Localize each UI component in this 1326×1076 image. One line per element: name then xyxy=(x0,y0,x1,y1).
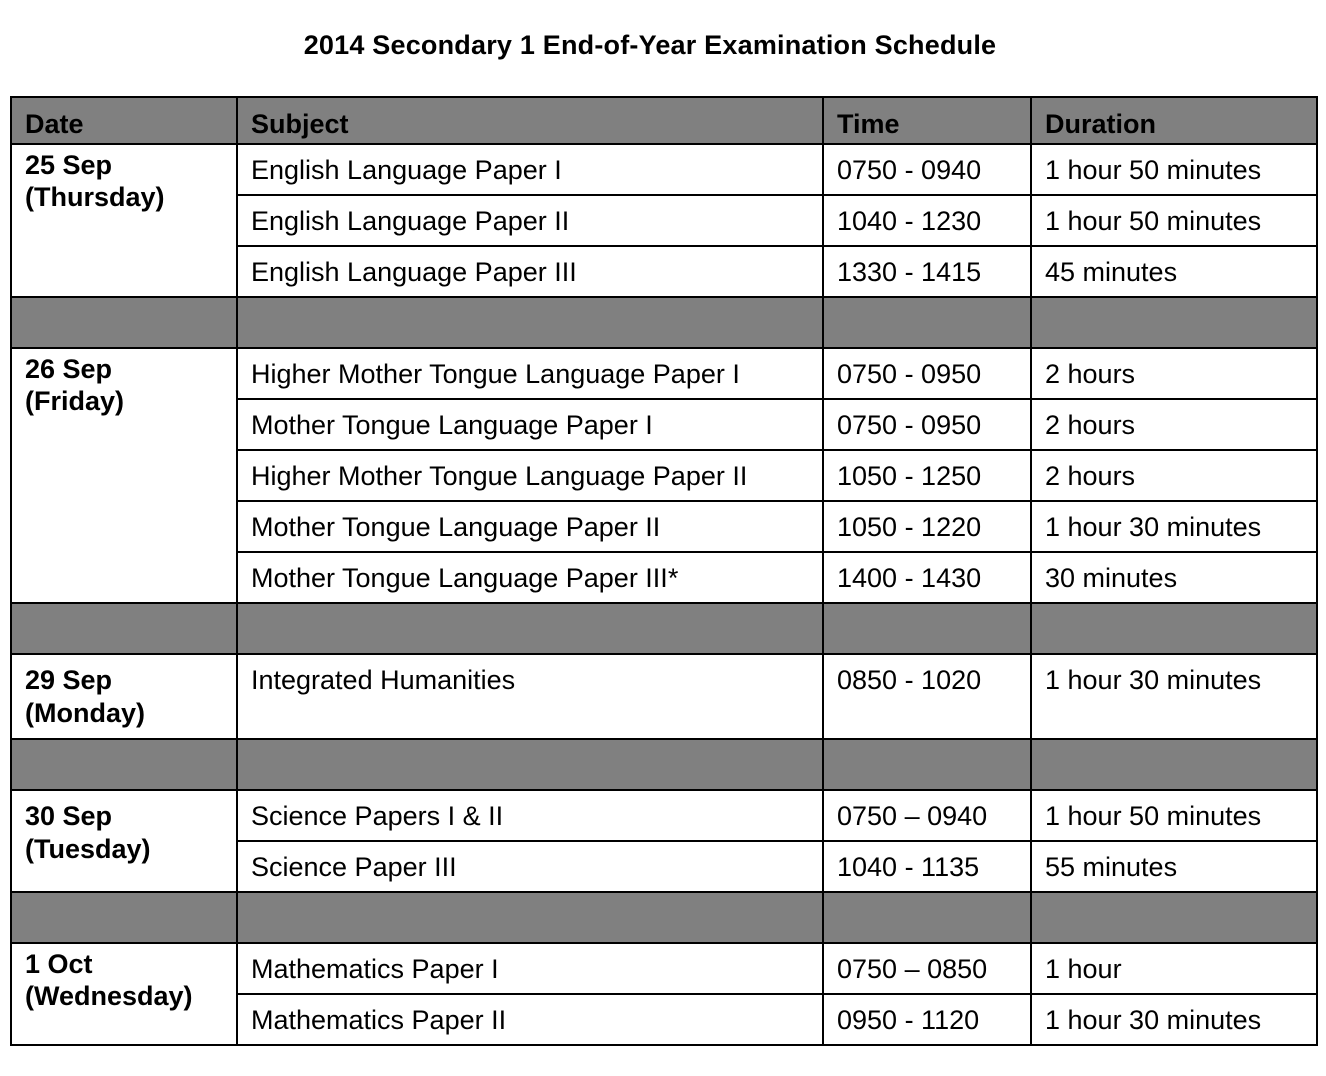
duration-cell: 1 hour xyxy=(1031,943,1317,994)
duration-cell: 45 minutes xyxy=(1031,246,1317,297)
subject-cell: Science Papers I & II xyxy=(237,790,823,841)
time-cell: 1330 - 1415 xyxy=(823,246,1031,297)
separator-cell xyxy=(1031,603,1317,654)
column-header-subject: Subject xyxy=(237,97,823,144)
date-label: 26 Sep xyxy=(25,354,113,384)
separator-cell xyxy=(11,297,237,348)
duration-cell: 1 hour 30 minutes xyxy=(1031,501,1317,552)
exam-schedule-table xyxy=(10,96,1318,1046)
page-title: 2014 Secondary 1 End-of-Year Examination Schedule xyxy=(303,30,997,60)
subject-cell: English Language Paper I xyxy=(237,144,823,195)
duration-cell: 2 hours xyxy=(1031,450,1317,501)
duration-cell: 1 hour 30 minutes xyxy=(1031,994,1317,1045)
time-cell: 1050 - 1250 xyxy=(823,450,1031,501)
table-row xyxy=(11,348,1317,399)
duration-cell: 2 hours xyxy=(1031,348,1317,399)
duration-cell: 1 hour 50 minutes xyxy=(1031,790,1317,841)
subject-cell: English Language Paper III xyxy=(237,246,823,297)
separator-cell xyxy=(823,297,1031,348)
weekday-label: (Tuesday) xyxy=(25,834,151,864)
column-header-duration: Duration xyxy=(1031,97,1317,144)
weekday-label: (Wednesday) xyxy=(25,981,193,1011)
duration-cell: 30 minutes xyxy=(1031,552,1317,603)
separator-cell xyxy=(1031,892,1317,943)
date-cell xyxy=(11,654,237,739)
duration-cell: 1 hour 50 minutes xyxy=(1031,144,1317,195)
separator-cell xyxy=(823,739,1031,790)
table-row xyxy=(11,654,1317,739)
weekday-label: (Friday) xyxy=(25,386,125,416)
column-header-date: Date xyxy=(11,97,237,144)
separator-cell xyxy=(11,603,237,654)
time-cell: 0750 - 0940 xyxy=(823,144,1031,195)
subject-cell: Mother Tongue Language Paper I xyxy=(237,399,823,450)
table-header-row xyxy=(11,97,1317,144)
date-cell xyxy=(11,943,237,1045)
duration-cell: 2 hours xyxy=(1031,399,1317,450)
time-cell: 0750 – 0940 xyxy=(823,790,1031,841)
separator-cell xyxy=(1031,297,1317,348)
time-cell: 1040 - 1135 xyxy=(823,841,1031,892)
separator-cell xyxy=(11,739,237,790)
subject-cell: Higher Mother Tongue Language Paper II xyxy=(237,450,823,501)
date-cell xyxy=(11,790,237,892)
subject-cell: Mother Tongue Language Paper II xyxy=(237,501,823,552)
table-row xyxy=(11,943,1317,994)
weekday-label: (Thursday) xyxy=(25,182,165,212)
date-cell xyxy=(11,144,237,297)
separator-row xyxy=(11,603,1317,654)
subject-cell: Higher Mother Tongue Language Paper I xyxy=(237,348,823,399)
separator-cell xyxy=(237,603,823,654)
time-cell: 1050 - 1220 xyxy=(823,501,1031,552)
time-cell: 0750 - 0950 xyxy=(823,399,1031,450)
time-cell: 0850 - 1020 xyxy=(823,654,1031,739)
subject-cell: Mother Tongue Language Paper III* xyxy=(237,552,823,603)
date-label: 25 Sep xyxy=(25,150,113,180)
duration-cell: 55 minutes xyxy=(1031,841,1317,892)
date-label: 29 Sep xyxy=(25,665,113,695)
subject-cell: Integrated Humanities xyxy=(237,654,823,739)
date-label: 30 Sep xyxy=(25,801,113,831)
separator-cell xyxy=(11,892,237,943)
table-row xyxy=(11,144,1317,195)
time-cell: 0950 - 1120 xyxy=(823,994,1031,1045)
column-header-time: Time xyxy=(823,97,1031,144)
subject-cell: Science Paper III xyxy=(237,841,823,892)
subject-cell: Mathematics Paper I xyxy=(237,943,823,994)
separator-row xyxy=(11,739,1317,790)
date-label: 1 Oct xyxy=(25,949,93,979)
duration-cell: 1 hour 50 minutes xyxy=(1031,195,1317,246)
table-row xyxy=(11,790,1317,841)
weekday-label: (Monday) xyxy=(25,698,145,728)
separator-cell xyxy=(237,739,823,790)
subject-cell: Mathematics Paper II xyxy=(237,994,823,1045)
subject-cell: English Language Paper II xyxy=(237,195,823,246)
time-cell: 1400 - 1430 xyxy=(823,552,1031,603)
separator-cell xyxy=(823,892,1031,943)
separator-cell xyxy=(823,603,1031,654)
separator-cell xyxy=(237,297,823,348)
separator-row xyxy=(11,892,1317,943)
separator-cell xyxy=(1031,739,1317,790)
separator-cell xyxy=(237,892,823,943)
time-cell: 1040 - 1230 xyxy=(823,195,1031,246)
duration-cell: 1 hour 30 minutes xyxy=(1031,654,1317,739)
separator-row xyxy=(11,297,1317,348)
time-cell: 0750 - 0950 xyxy=(823,348,1031,399)
date-cell xyxy=(11,348,237,603)
time-cell: 0750 – 0850 xyxy=(823,943,1031,994)
